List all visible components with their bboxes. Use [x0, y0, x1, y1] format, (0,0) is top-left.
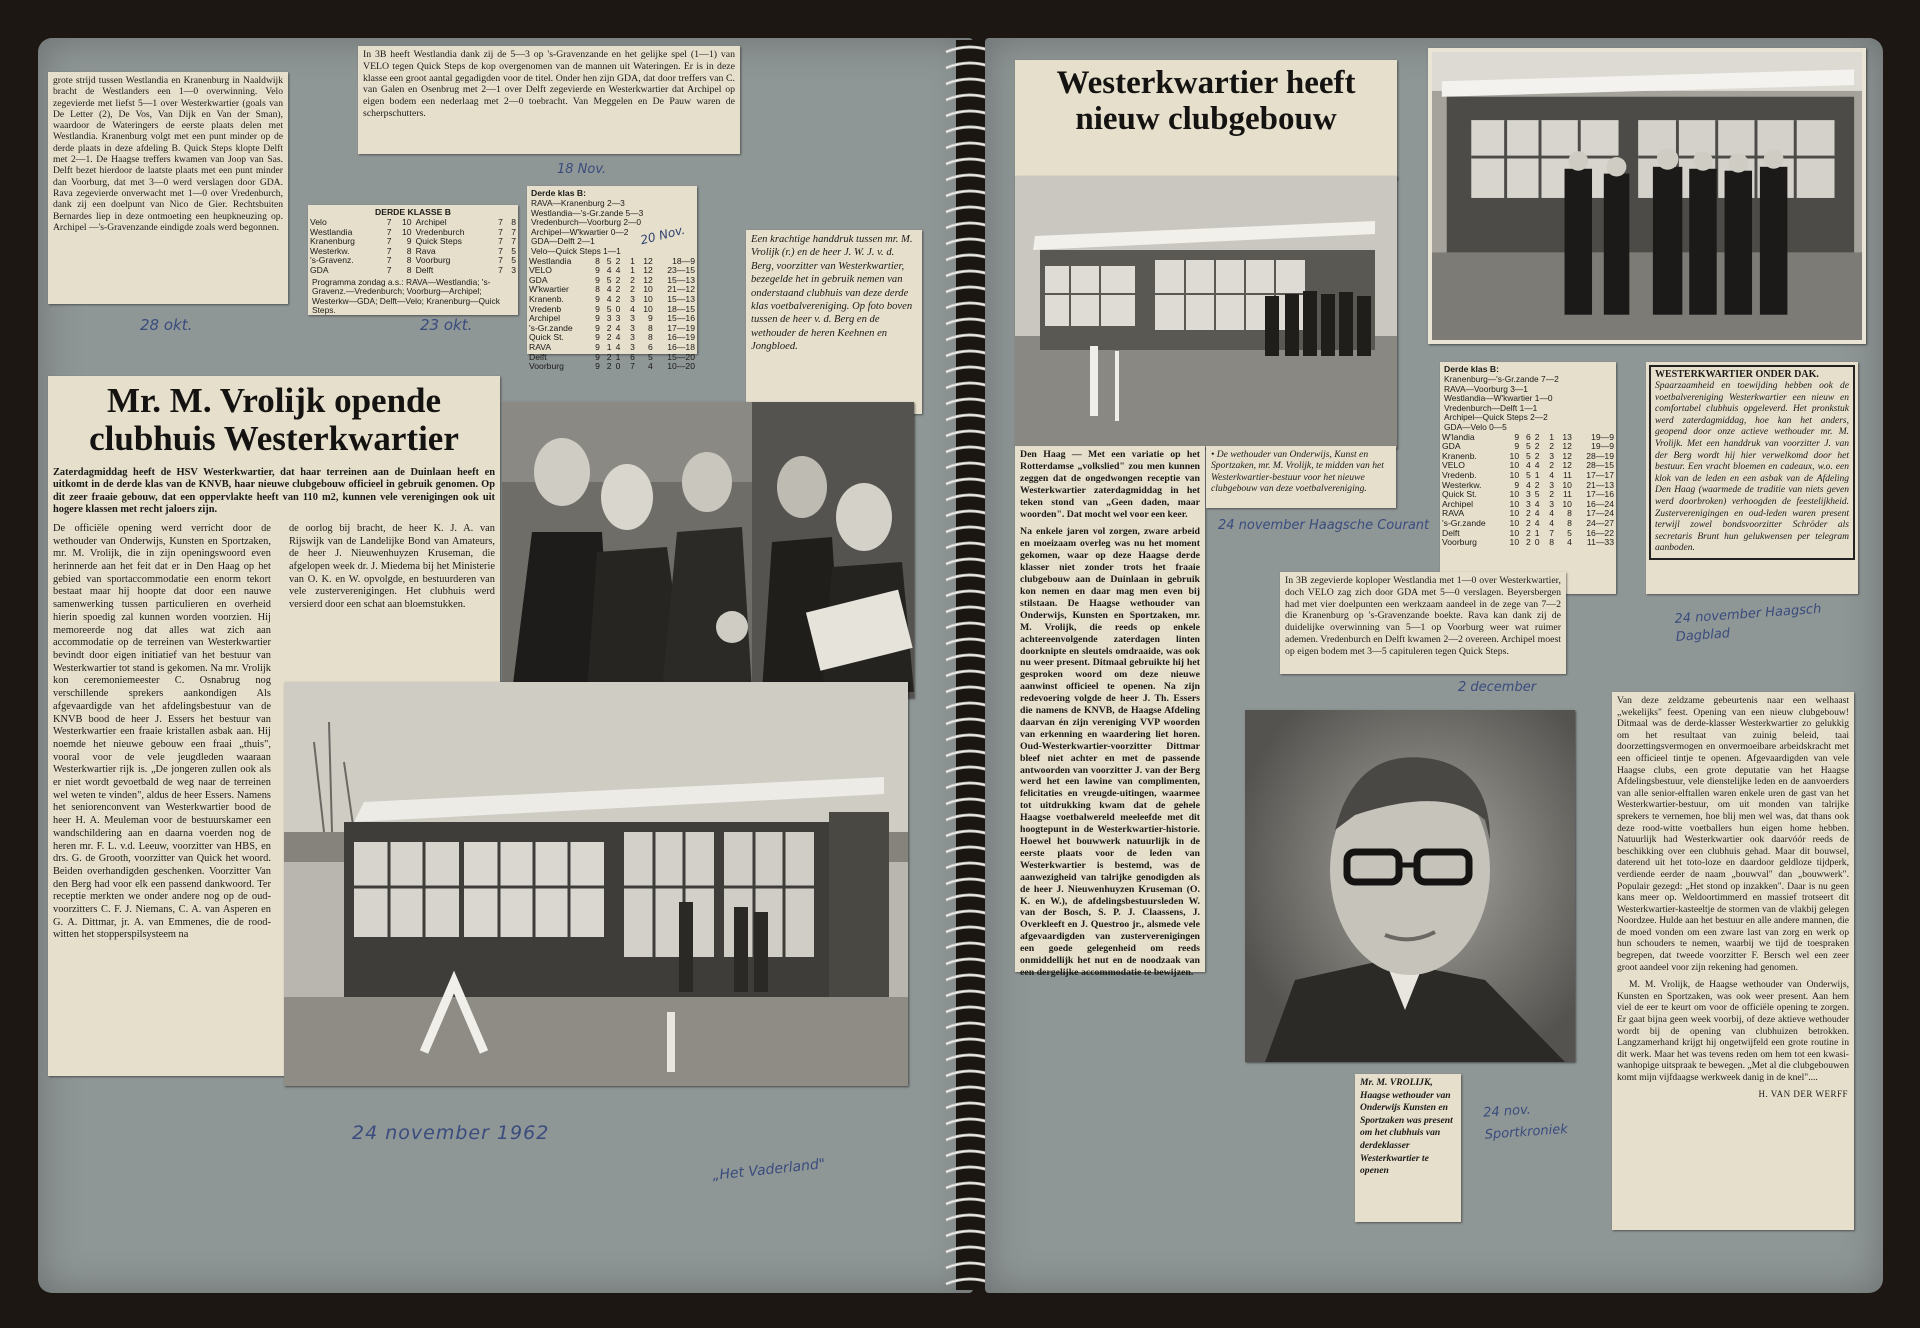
standings-cell: 5: [648, 351, 653, 362]
standings-cell: 10: [1562, 479, 1572, 490]
standings-cell: 5: [1567, 527, 1572, 538]
standings-cell: Quick Steps: [415, 236, 462, 247]
clipping-westlandia-kranenburg: [48, 72, 288, 304]
standings-cell: 12: [643, 274, 653, 285]
standings-cell: 4: [606, 265, 612, 276]
standings-cell: 2: [1549, 489, 1554, 500]
standings-cell: VELO: [529, 265, 552, 276]
standings-cell: 9: [595, 274, 600, 285]
standings-cell: Quick St.: [1442, 489, 1477, 500]
standings-cell: 7: [511, 226, 516, 237]
main-col-1: De officiële opening werd verricht door de wethouder van Onderwijs, Kunsten en Sportzaken, mr. M. Vrolijk, die in zijn openingswoord even herinnerde aan het feit dat er in Den Haag op het gebied van sportaccommodatie een enorm tekort bestaat maar hij hoopte dat door een nauwe samenwerking tussen particulieren en overheid hierin spoedig zal kunnen worden voorzien. Hij memoreerde nog dat alles wat zich aan accommodatie op de terreinen van Westerkwartier bevindt door eigen initiatief van het bestuur van Westerkwartier tot stand is gekomen. Na mr. Vrolijk kon ceremoniemeester C. Osnabrug nog verschillende sprekers aankondigen Als afgevaardigde van het afdelingsbestuur van de KNVB bood de heer J. Essers het bestuur van Westerkwartier een fraaie kristallen asbak aan. Hij noemde het nieuwe gebouw een fraai „thuis", vooral voor de vele jeugdleden waaraan Westerkwartier rijk is. „De jongeren zullen ook als er niet wordt gevoetbald de weg naar de terreinen wel weten te vinden", aldus de heer Essers. Namens het seniorenconvent van Westerkwartier bood de heer H. A. Meuleman voor de bestuurskamer een wandschildering aan en daarna voerden nog de heren mr. F. L. v.d. Leeuw, voorzitter van HBS, en drs. G. de Grooth, voorzitter van Quick het woord. Beiden overhandigden geschenken. Voorzitter Van den Berg had voor elk een passend dankwoord. Ter receptie merkten we onder andere nog op de oud-voorzitters C. F. J. Niemans, C. A. van Asperen en G. A. Dittmar, jr. A. van Emmenes, die de rood-witten het stopperspilsysteem na: [53, 522, 271, 941]
standings-cell: 7: [386, 236, 392, 247]
clipping-caption-handdruk: [746, 230, 922, 414]
standings-cell: 7: [386, 226, 392, 237]
standings-cell: 15—13: [667, 293, 695, 304]
standings-cell: 19—9: [1591, 431, 1614, 442]
match-results: [1440, 375, 1616, 433]
standings-cell: 8: [511, 217, 516, 227]
standings-cell: 2: [1525, 508, 1531, 519]
standings-cell: 9: [1514, 431, 1520, 442]
standings-table: [308, 218, 518, 276]
photo-portrait-vrolijk: [1245, 710, 1575, 1062]
standings-cell: 1: [1534, 469, 1540, 480]
standings-cell: 7: [386, 217, 392, 227]
standings-cell: Delft: [529, 351, 547, 362]
standings-cell: 2: [1525, 527, 1531, 538]
standings-cell: 28—19: [1586, 450, 1614, 461]
standings-cell: 2: [606, 351, 612, 362]
standings-cell: 6: [1525, 431, 1531, 442]
standings-cell: 19—9: [1591, 441, 1614, 452]
standings-cell: 9: [595, 351, 600, 362]
standings-cell: 10: [1509, 489, 1520, 500]
standings-cell: 3: [630, 293, 635, 304]
standings-cell: Rava: [415, 245, 436, 256]
photo-clubhouse-left: [284, 682, 908, 1086]
standings-cell: 's-Gr.zande: [1442, 517, 1486, 528]
standings-cell: Vredenb.: [1442, 469, 1477, 480]
standings-cell: 1: [615, 351, 621, 362]
standings-cell: Vredenburch: [415, 226, 465, 237]
standings-cell: W'landia: [1442, 431, 1475, 442]
standings-cell: 7: [498, 245, 503, 256]
standings-cell: 6: [630, 351, 635, 362]
clipping-standings-right: [1440, 362, 1616, 594]
standings-cell: 3: [1549, 450, 1554, 461]
standings-cell: 2: [1534, 431, 1540, 442]
standings-cell: 5: [1534, 489, 1540, 500]
clipping-3b-koploper: [1280, 572, 1566, 674]
standings-cell: 5: [1525, 450, 1531, 461]
standings-cell: 13: [1562, 431, 1572, 442]
standings-cell: 0: [1534, 537, 1540, 548]
standings-cell: 8: [648, 322, 653, 333]
standings-cell: RAVA: [1442, 508, 1465, 519]
standings-cell: 2: [606, 332, 612, 343]
standings-cell: GDA: [529, 274, 548, 285]
standings-cell: 5: [511, 255, 516, 266]
clipping-text: In 3B zegevierde koploper Westlandia met 1—0 over Westerkwartier, doch VELO zag zich door GDA met 5—0 verslagen. Beyersbergen had met vier doelpunten een werkzaam aandeel in de zege van 7—2 die Kranenburg op 's-Gravenzande boekte. Rava kan dank zij de duidelijke overwinning van 5—1 op Voorburg weer wat ruimer ademen. Vredenburch en Delft kwamen 2—2 overeen. Archipel moest op eigen bodem met 3—5 capituleren tegen Quick Steps.: [1285, 575, 1561, 657]
match-result: Archipel—W'kwartier 0—2: [531, 226, 629, 237]
match-result: Westlandia—'s-Gr.zande 5—3: [531, 207, 644, 218]
handwritten-date-18-nov: 18 Nov.: [557, 162, 607, 177]
standings-cell: 11—33: [1586, 537, 1614, 548]
clipping-text: In 3B heeft Westlandia dank zij de 5—3 op 's-Gravenzande en het gelijke spel (1—1) van VELO tegen Quick Steps de kop overgenomen van de mannen uit Wateringen. Er is in deze klasse een groot aantal gegadigden voor de titel. Onder hen zijn GDA, dat door treffers van C. van Galen en Osenbrug met 2—1 over Delft zegevierde en Westerkwartier dat Archipel op eigen bodem een nederlaag met 2—0 toebracht. Van Meggelen en De Pauw waren de scherpschutters.: [363, 49, 735, 119]
standings-cell: 7: [498, 255, 503, 266]
long-article-p2: M. M. Vrolijk, de Haagse wethouder van Onderwijs, Kunsten en Sportzaken, was ook weer present. Aan hem viel de eer te keurt om voor de officiële opening te zorgen. Er gaat bijna geen week voorbij, of deze aktieve wethouder wordt bij de opening van clubhuizen betrokken. Langzamerhand krijgt hij ongetwijfeld een grote routine in dit werk. Maar het was tevens reden om hem tot een kwasi-wanhopige uitspraak te bewegen. „Met al die clubgebouwen komt mijn vijfdaagse werkweek danig in de knel"....: [1617, 979, 1849, 1083]
standings-cell: 17—16: [1586, 489, 1614, 500]
standings-cell: 10: [1509, 498, 1520, 509]
standings-cell: 8: [595, 284, 600, 295]
photo-portrait-image: [1245, 710, 1575, 1062]
standings-cell: Kranenb.: [1442, 450, 1477, 461]
match-result: Velo—Quick Steps 1—1: [531, 245, 621, 256]
standings-table: [1440, 433, 1616, 548]
photo-clubhouse-group-right: [1015, 176, 1397, 448]
standings-cell: 10: [643, 293, 653, 304]
standings-cell: 7: [386, 255, 392, 266]
standings-cell: 8: [1567, 508, 1572, 519]
clipping-westlandia-kop: [358, 46, 740, 154]
standings-row: [308, 256, 518, 266]
standings-cell: 7: [386, 264, 392, 275]
standings-cell: 2: [1534, 479, 1540, 490]
match-result: Vredenburch—Voorburg 2—0: [531, 217, 642, 228]
standings-cell: 10: [402, 217, 412, 227]
standings-cell: 1: [606, 341, 612, 352]
standings-cell: 11: [1563, 489, 1572, 500]
standings-cell: 10: [1509, 517, 1520, 528]
standings-cell: 10: [402, 226, 412, 237]
handwritten-date-20-nov: 20 Nov.: [638, 222, 687, 248]
standings-cell: 12: [643, 265, 653, 276]
match-result: RAVA—Voorburg 3—1: [1444, 383, 1528, 394]
long-article-byline: H. VAN DER WERFF: [1758, 1088, 1848, 1099]
standings-cell: 4: [1534, 508, 1540, 519]
standings-cell: 8: [648, 332, 653, 343]
standings-table: [527, 257, 697, 372]
standings-cell: 7: [498, 264, 503, 275]
photo-handshake: [502, 402, 914, 698]
standings-cell: 12: [1562, 441, 1572, 452]
standings-cell: 2: [1549, 460, 1554, 471]
standings-cell: 9: [595, 322, 600, 333]
caption-text: Een krachtige handdruk tussen mr. M. Vrolijk (r.) en de heer J. W. J. v. d. Berg, voorzitter van Westerkwartier, bezegelde het in gebruik nemen van onderstaand clubhuis van deze derde klas voetbalvereniging. Op foto boven tussen de heer v. d. Berg en de wethouder de heren Keehnen en Jongbloed.: [751, 234, 913, 353]
standings-cell: 18—9: [672, 255, 695, 266]
standings-cell: 9: [595, 313, 600, 324]
standings-cell: 2: [1525, 517, 1531, 528]
standings-cell: Delft: [415, 264, 434, 275]
standings-cell: 17—17: [1586, 469, 1614, 480]
onder-dak-title: WESTERKWARTIER ONDER DAK.: [1655, 369, 1819, 380]
standings-cell: Delft: [1442, 527, 1460, 538]
standings-cell: 5: [606, 303, 612, 314]
standings-cell: Archipel: [1442, 498, 1474, 509]
standings-cell: 17—24: [1586, 508, 1614, 519]
standings-cell: 7: [498, 226, 503, 237]
caption-portrait-text: Mr. M. VROLIJK, Haagse wethouder van Onderwijs Kunsten en Sportzaken was present om het clubhuis van derdeklasser Westerkwartier te openen: [1360, 1077, 1453, 1177]
standings-cell: 24—27: [1586, 517, 1614, 528]
standings-row: [308, 266, 518, 276]
onder-dak-text: Spaarzaamheid en toewijding hebben ook de voetbalvereniging Westerkwartier een nieuw en comfortabel clubhuis opgeleverd. Het pronkstuk werd zaterdagmiddag, hoe kan het anders, geopend door onze actieve wethouder mr. M. Vrolijk. Met een handdruk van voorzitter J. van der Berg wordt hij hier verwelkomd door het bestuur. Een vracht bloemen en cadeaux, w.o. een klok van de leden en een asbak van de Afdeling Den Haag (waarmede de traditie van niets geven werd doorbroken) verhoogden de feestelijkheid. Zusterverenigingen en oud-leden waren present terwijl zowel bondsvoorzitter Schröder als secretaris Brunt hun gelukwensen per telegram aanboden.: [1655, 381, 1849, 554]
standings-cell: 4: [615, 322, 621, 333]
match-result: Kranenburg—'s-Gr.zande 7—2: [1444, 374, 1559, 384]
standings-cell: 9: [595, 361, 600, 372]
standings-cell: 2: [1549, 441, 1554, 452]
standings-cell: 1: [630, 265, 635, 276]
onder-dak-box: [1649, 365, 1855, 560]
handwritten-source-het-vaderland: „Het Vaderland": [711, 1156, 827, 1184]
standings-cell: 10: [643, 284, 653, 295]
main-lead: Zaterdagmiddag heeft de HSV Westerkwartier, dat haar terreinen aan de Duinlaan heeft en uitkomt in de derde klas van de KNVB, haar nieuwe clubgebouw officieel in gebruik genomen. Op dit zeer fraaie gebouw, dat een oppervlakte heeft van 110 m2, kunnen vele verenigingen ook uit hogere klassen met recht jaloers zijn.: [53, 466, 495, 516]
handwritten-source-sportkroniek: 24 nov. Sportkroniek: [1482, 1102, 1569, 1143]
standings-cell: 4: [648, 361, 653, 372]
standings-cell: 10: [1509, 537, 1520, 548]
standings-cell: 4: [606, 284, 612, 295]
standings-cell: Westerkw.: [1442, 479, 1482, 490]
standings-cell: 4: [1567, 537, 1572, 548]
standings-cell: 9: [595, 265, 600, 276]
standings-program: Programma zondag a.s.: RAVA—Westlandia; 's-Gravenz.—Vredenburch; Voorburg—Archipel; Westerkw—GDA; Delft—Velo; Kranenburg—Quick Steps.: [312, 276, 500, 316]
standings-cell: 4: [1534, 517, 1540, 528]
headline-nieuw-clubgebouw: Westerkwartier heeft nieuw clubgebouw: [1056, 65, 1356, 137]
caption-wethouder-text: • De wethouder van Onderwijs, Kunst en Sportzaken, mr. M. Vrolijk, te midden van het Westerkwartier-bestuur voor het nieuwe clubgebouw van deze voetbalvereniging.: [1211, 449, 1384, 495]
clipping-westerkwartier-onder-dak: [1646, 362, 1858, 594]
standings-cell: 4: [615, 341, 621, 352]
standings-cell: 2: [1534, 450, 1540, 461]
caption-photo-text: Den Haag — Met een variatie op het Rotterdamse „volkslied" zou men kunnen zeggen dat de ongedwongen receptie van Westerkwartier zaterdagmiddag in het teken stond van „Geen daden, maar woorden". Dat mocht wel voor een keer.: [1020, 449, 1200, 520]
standings-cell: 9: [1514, 479, 1520, 490]
standings-cell: VELO: [1442, 460, 1465, 471]
standings-cell: 5: [606, 274, 612, 285]
standings-cell: 16—22: [1586, 527, 1614, 538]
standings-cell: 1: [1534, 527, 1540, 538]
standings-cell: 11: [1563, 469, 1572, 480]
standings-cell: 10: [1509, 508, 1520, 519]
standings-cell: 2: [1525, 537, 1531, 548]
standings-cell: 4: [1534, 460, 1540, 471]
standings-cell: 7: [386, 245, 392, 256]
standings-cell: Kranenb.: [529, 293, 564, 304]
standings-cell: 12: [1562, 460, 1572, 471]
match-result: Vredenburch—Delft 1—1: [1444, 402, 1538, 413]
standings-cell: Voorburg: [1442, 537, 1477, 548]
standings-cell: 0: [615, 303, 621, 314]
handwritten-source-haagsch-dagblad: 24 november Haagsch Dagblad: [1674, 601, 1822, 645]
photo-clubhouse-group-image: [1015, 176, 1397, 448]
standings-cell: 3: [630, 322, 635, 333]
standings-cell: 4: [606, 293, 612, 304]
photo-bestuur-image: [1432, 52, 1862, 340]
photo-clubhouse-left-image: [284, 682, 908, 1086]
standings-cell: 9: [595, 332, 600, 343]
standings-cell: 4: [1549, 469, 1554, 480]
standings-cell: 23—15: [667, 265, 695, 276]
standings-cell: Westlandia: [529, 255, 572, 266]
standings-cell: 10: [1562, 498, 1572, 509]
long-article-p1: Van deze zeldzame gebeurtenis naar een welhaast „wekelijks" feest. Opening van een nieuw clubgebouw! Ditmaal was de derde-klasser Westerkwartier zo gelukkig om het resultaat van zuinig beleid, taai doorzettingsvermogen en onvermoeibare arbeidskracht met een officieel tintje te openen. Afgevaardigden van vele Haagse clubs, een grote deputatie van het Haagse Afdelingsbestuur, vele dienstelijke leden en de aanvoerders van alle senior-elftallen waren enkele uren de gast van het Westerkwartier-bestuur, om uit monden van talrijke sprekers te vernemen, hoe blij men wel was, dat thans ook deze rood-witte voetballers hun eigen home hebben. Natuurlijk had Westerkwartier ook daarvóór reeds de beschikking over een clubhuis gehad. Maar dit bouwsel, daterend uit het toto-loze en daardoor geldloze tijdperk, verdiende eerder de naam „bouwval" dan „bouwwerk". Populair gezegd: „Het stond op inzakken". Daar is nu geen kans meer op. Weldoortimmerd en massief trotseert dit Westerkwartier-kasteeltje de stormen van de vlakbij gelegen Noordzee. Hulde aan het bestuur en alle andere mannen, die de moed vonden om een zware last van zorg en werk op hun schouders te nemen, waarbij we tijd de toespraken begrepen, dat tweede voorzitter F. Bersch wel een zeer groot aandeel voor zijn rekening had genomen.: [1617, 695, 1849, 973]
standings-title: Derde klas B:: [531, 188, 586, 198]
standings-cell: 6: [648, 341, 653, 352]
standings-cell: 2: [630, 284, 635, 295]
standings-cell: 4: [1525, 479, 1531, 490]
standings-cell: Kranenburg: [310, 236, 355, 247]
standings-title: DERDE KLASSE B: [375, 207, 451, 217]
standings-cell: 2: [615, 293, 621, 304]
standings-cell: Westlandia: [310, 226, 353, 237]
standings-cell: 16—18: [667, 341, 695, 352]
standings-cell: 1: [630, 255, 635, 266]
clipping-standings-derde-klasse-b: [308, 205, 518, 315]
standings-cell: 7: [498, 217, 503, 227]
standings-cell: 7: [630, 361, 635, 372]
standings-title: Derde klas B:: [1444, 364, 1499, 374]
clipping-standings-derde-klas-b: [527, 186, 697, 372]
handwritten-date-23-okt: 23 okt.: [420, 316, 473, 334]
match-result: Archipel—Quick Steps 2—2: [1444, 412, 1548, 423]
standings-cell: 3: [511, 264, 516, 275]
standings-cell: 4: [1549, 508, 1554, 519]
standings-cell: RAVA: [529, 341, 552, 352]
standings-cell: 15—13: [667, 274, 695, 285]
standings-cell: 5: [511, 245, 516, 256]
standings-cell: 3: [630, 341, 635, 352]
standings-cell: 21—13: [1586, 479, 1614, 490]
standings-cell: 12: [1562, 450, 1572, 461]
standings-cell: 1: [1549, 431, 1554, 442]
standings-cell: 18—15: [667, 303, 695, 314]
standings-cell: 9: [406, 236, 412, 247]
clipping-article-haagsche-courant: [1015, 446, 1205, 978]
standings-cell: 4: [630, 303, 635, 314]
standings-cell: 's-Gravenz.: [310, 255, 354, 266]
standings-cell: Velo: [310, 217, 327, 227]
clipping-text: grote strijd tussen Westlandia en Kranenburg in Naaldwijk bracht de Westlanders een 1—0 overwinning. Velo zegevierde met liefst 5—1 over Westerkwartier (goals van De Letter (2), De Vos, Van Dijk en Van der Sman), waardoor de Wateringers de eerste plaats delen met Westlandia. Kranenburg volgt met een punt minder op de derde plaats in deze afdeling B. Quick Steps klopte Delft met 2—1. De Haagse treffers kwamen van Joop van Sas. Delft bezet hierdoor de laatste plaats met een punt minder dan Voorburg, dat met 3—0 werd verslagen door GDA. Rava zegevierde onverwacht met 1—0 over Vredenburch, dank zij een doelpunt van Nico de Gier. Rechtsbuiten Bernardes liep in deze ontmoeting een heupkneuzing op. Archipel —'s-Gravenzande eindigde zoals werd begonnen.: [53, 75, 283, 233]
standings-cell: 7: [498, 236, 503, 247]
standings-cell: 10: [643, 303, 653, 314]
standings-cell: 16—19: [667, 332, 695, 343]
standings-cell: 4: [1549, 517, 1554, 528]
standings-cell: 7: [1549, 527, 1554, 538]
standings-cell: 21—12: [667, 284, 695, 295]
match-result: GDA—Delft 2—1: [531, 236, 595, 247]
standings-cell: 10: [1509, 527, 1520, 538]
standings-cell: 2: [1534, 441, 1540, 452]
match-result: RAVA—Kranenburg 2—3: [531, 198, 625, 208]
standings-cell: 28—15: [1586, 460, 1614, 471]
clipping-westerkwartier-heeft-nieuw-clubgebouw: [1015, 60, 1397, 180]
handwritten-source-haagsche-courant: 24 november Haagsche Courant: [1218, 518, 1430, 533]
standings-cell: 10: [1509, 450, 1520, 461]
standings-cell: Voorburg: [415, 255, 451, 266]
standings-cell: 15—20: [667, 351, 695, 362]
clipping-caption-portrait: [1355, 1074, 1461, 1222]
standings-row: [527, 362, 697, 372]
handwritten-date-28-okt: 28 okt.: [140, 316, 193, 334]
standings-cell: 3: [1525, 498, 1531, 509]
standings-cell: 3: [1549, 498, 1554, 509]
standings-cell: 10: [1509, 469, 1520, 480]
standings-cell: Westerkw.: [310, 245, 350, 256]
standings-cell: 0: [615, 361, 621, 372]
standings-cell: 2: [615, 284, 621, 295]
standings-cell: 3: [1549, 479, 1554, 490]
match-result: Westlandia—W'kwartier 1—0: [1444, 393, 1553, 404]
photo-bestuur-clubhouse: [1428, 48, 1866, 344]
standings-cell: 3: [1525, 489, 1531, 500]
standings-cell: 's-Gr.zande: [529, 322, 573, 333]
standings-cell: 7: [511, 236, 516, 247]
standings-cell: W'kwartier: [529, 284, 569, 295]
standings-cell: 4: [615, 332, 621, 343]
standings-cell: 8: [406, 255, 412, 266]
standings-cell: GDA: [310, 264, 329, 275]
standings-cell: 2: [615, 255, 621, 266]
standings-cell: 8: [406, 264, 412, 275]
standings-cell: 10: [1509, 460, 1520, 471]
standings-cell: 12: [643, 255, 653, 266]
standings-cell: 10—20: [667, 361, 695, 372]
standings-cell: 2: [630, 274, 635, 285]
standings-cell: 4: [1534, 498, 1540, 509]
standings-cell: 3: [606, 313, 612, 324]
standings-cell: 16—24: [1586, 498, 1614, 509]
standings-cell: 17—19: [667, 322, 695, 333]
standings-cell: Voorburg: [529, 361, 564, 372]
standings-cell: 2: [606, 322, 612, 333]
article-body-text: Na enkele jaren vol zorgen, zware arbeid en moeizaam overleg was nu het moment gekomen, waar op deze Haagse derde klasser niet zonder trots het fraaie clubgebouw aan de Duinlaan in gebruik kon nemen en daar mag men even bij stilstaan. De Haagse wethouder van Onderwijs, Kunsten en Sportzaken, mr. M. Vrolijk, die reeds op enkele achtereenvolgende zaterdagen linten doorknipte en sleutels omdraaide, was ook nu weer present. Ditmaal gebruikte hij het gesproken woord om deze nieuwe aanwinst officieel te openen. Na zijn redevoering volgde de heer J. Th. Essers die namens de KNVB, de Haagse Afdeling daarvan én zijn vereniging VVP woorden van erkenning en waardering liet horen. Oud-Westerkwartier-voorzitter Dittmar bleef niet achter en met de passende antwoorden van voorzitter J. van der Berg werd het een lawine van complimenten, felicitaties en vreugde-uitingen, waarmee tot uitdrukking kwam dat de gehele Haagse voetbalwereld meeleefde met dit hoogtepunt in de Westerkwartier-historie. Hoewel het bouwwerk natuurlijk in de eerste plaats voor de leden van Westerkwartier is bestemd, was de aanwezigheid van talrijke genodigden als de heer J. Nieuwenhuyzen Kruseman (O. K. en W.), de afdelingsbestuursleden W. van der Bosch, S. P. J. Claassens, J. Overkleeft en J. Questroo jr., alsmede vele afgevaardigden van zusterverenigingen een goede gelegenheid om reeds onmiddellijk het nut en de noodzaak van een dergelijke accommodatie te bewijzen.: [1020, 526, 1200, 978]
standings-cell: 4: [1525, 460, 1531, 471]
match-result: GDA—Velo 0—5: [1444, 421, 1507, 432]
standings-cell: 2: [615, 274, 621, 285]
standings-cell: 5: [1525, 441, 1531, 452]
standings-cell: 9: [595, 341, 600, 352]
standings-cell: 2: [606, 361, 612, 372]
standings-cell: 5: [606, 255, 612, 266]
standings-cell: 9: [595, 293, 600, 304]
standings-cell: 9: [648, 313, 653, 324]
standings-cell: 3: [630, 332, 635, 343]
main-headline: Mr. M. Vrolijk opende clubhuis Westerkwartier: [89, 381, 459, 458]
clipping-long-article-van-der-werff: [1612, 692, 1854, 1230]
standings-cell: Quick St.: [529, 332, 564, 343]
standings-cell: 9: [1514, 441, 1520, 452]
standings-cell: 3: [630, 313, 635, 324]
standings-cell: GDA: [1442, 441, 1461, 452]
standings-cell: Vredenb: [529, 303, 562, 314]
standings-cell: 8: [1549, 537, 1554, 548]
standings-cell: Archipel: [415, 217, 447, 227]
photo-handshake-image: [502, 402, 914, 698]
standings-cell: 8: [1567, 517, 1572, 528]
standings-cell: 8: [406, 245, 412, 256]
standings-cell: Archipel: [529, 313, 561, 324]
standings-cell: 3: [615, 313, 621, 324]
standings-cell: 15—16: [667, 313, 695, 324]
handwritten-date-24-november-1962: 24 november 1962: [352, 1122, 550, 1144]
standings-cell: 4: [615, 265, 621, 276]
standings-row: [1440, 538, 1616, 548]
handwritten-date-2-december: 2 december: [1458, 680, 1537, 695]
main-col-2: de oorlog bij bracht, de heer K. J. A. van Rijswijk van de Landelijke Bond van Amateurs, de heer J. Nieuwenhuyzen Kruseman, die afgelopen week dr. J. Miedema bij het Ministerie van O. K. en W. opvolgde, en bestuurderen van vele zusterverenigingen. Het clubhuis werd versierd door een schat aan bloemstukken.: [288, 522, 495, 611]
standings-cell: 5: [1525, 469, 1531, 480]
standings-cell: 8: [595, 255, 600, 266]
standings-cell: 9: [595, 303, 600, 314]
clipping-caption-wethouder: [1206, 446, 1396, 508]
